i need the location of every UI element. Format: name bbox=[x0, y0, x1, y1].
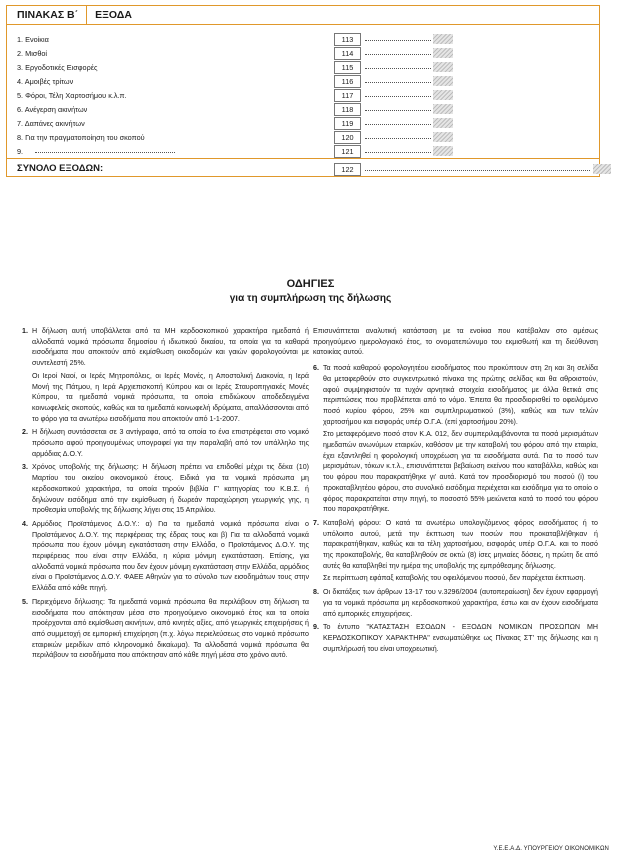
item-number: 7. bbox=[313, 518, 319, 527]
expenses-table bbox=[6, 5, 600, 177]
instruction-item bbox=[313, 587, 598, 619]
cents-field bbox=[433, 146, 453, 156]
amount-field[interactable] bbox=[365, 96, 431, 97]
item-number: 1. bbox=[22, 327, 28, 335]
item-paragraph: Χρόνος υποβολής της δήλωσης: Η δήλωση πρέπει να επιδοθεί μέχρι τις δέκα (10) Μαρτίου του οικείου οικονομικού έτους. Ειδικά για τα νομικά πρόσωπα μη κερδοσκοπικού χαρακτήρα, τα οποία τηρούν βιβλία Γ' κατηγορίας του Κ.Β.Σ. ή δηλώνουν εισόδημα από την εκμίσθωση ή δωρεάν παραχώρηση γεωργικής γης, η προθεσμία υποβολής της δήλωσης λήγει στις 15 Απριλίου. bbox=[32, 463, 309, 515]
amount-field[interactable] bbox=[365, 68, 431, 69]
table-row bbox=[17, 103, 597, 116]
row-label: 7. Δαπάνες ακινήτων bbox=[17, 119, 85, 128]
total-code: 122 bbox=[334, 163, 361, 176]
instruction-item bbox=[22, 326, 309, 424]
amount-field[interactable] bbox=[365, 110, 431, 111]
instructions-title: ΟΔΗΓΙΕΣ bbox=[286, 278, 335, 290]
item-paragraph: Οι διατάξεις των άρθρων 13-17 του ν.3296/2004 (αυτοπεραίωση) δεν έχουν εφαρμογή για τα νομικά πρόσωπα μη κερδοσκοπικού χαρακτήρα, έστω και αν έχουν εισοδήματα από εμπορικές επιχειρήσεις. bbox=[323, 588, 598, 618]
cents-field bbox=[433, 118, 453, 128]
instruction-item bbox=[22, 597, 309, 661]
total-amount-field[interactable] bbox=[365, 170, 590, 171]
table-row bbox=[17, 145, 597, 158]
table-row bbox=[17, 89, 597, 102]
item-paragraph: Οι Ιεροί Ναοί, οι Ιερές Μητροπόλεις, οι Ιερές Μονές, η Αποστολική Διακονία, η Ιερά Μονή της Πάτμου, η Ιερά Αρχιεπισκοπή Κύπρου και οι Ιερές Σταυροπηγιακές Μονές Κύπρου, τα ημεδαπά νομικά πρόσωπα, τα οποία επιδιώκουν αποδεδειγμένα κοινωφελείς σκοπούς, καθώς και τα ημεδαπά κοινωφελή ιδρύματα, απαλλάσσονται από το φόρο για τα ανωτέρω εισοδήματα που αποκτούν από 1-1-2007. bbox=[32, 371, 309, 423]
item-paragraph: Καταβολή φόρου: Ο κατά τα ανωτέρω υπολογιζόμενος φόρος εισοδήματος ή το υπόλοιπο αυτού, μετά την έκπτωση των ποσών που προκαταβλήθηκαν ή παρακρατήθηκαν, καθώς και τα τέλη χαρτοσήμου, εισφοράς υπέρ Ο.Γ.Α. και το ποσό της προκαταβολής, θα καταβληθούν σε οκτώ (8) ίσες μηνιαίες δόσεις, η πρώτη δε από αυτές θα καταβληθεί την ημέρα της υποβολής της εμπρόθεσμης δήλωσης. bbox=[323, 518, 598, 570]
item-paragraph: Το έντυπο "ΚΑΤΑΣΤΑΣΗ ΕΣΟΔΩΝ - ΕΞΟΔΩΝ ΝΟΜΙΚΩΝ ΠΡΟΣΩΠΩΝ ΜΗ ΚΕΡΔΟΣΚΟΠΙΚΟΥ ΧΑΡΑΚΤΗΡΑ" ενσωματώθηκε ως Πίνακας ΣΤ' της δήλωσης και η συμπλήρωσή του είναι υποχρεωτική. bbox=[323, 623, 598, 653]
item-number: 2. bbox=[22, 428, 28, 437]
row-code: 116 bbox=[334, 75, 361, 88]
cents-field bbox=[433, 62, 453, 72]
item-paragraph: Σε περίπτωση εφάπαξ καταβολής του οφειλόμενου ποσού, δεν παρέχεται έκπτωση. bbox=[323, 574, 586, 583]
row-code: 119 bbox=[334, 117, 361, 130]
table-row bbox=[17, 131, 597, 144]
item-paragraph: Τα ποσά καθαρού φορολογητέου εισοδήματος που προκύπτουν στη 2η και 3η σελίδα θα μεταφερθούν στο συγκεντρωτικό πίνακα της πρώτης σελίδας και θα αθροιστούν, αφού συμψηφιστούν τα τυχόν αρνητικά στοιχεία εισοδήματος με άλλα θετικά στις περιπτώσεις που προβλέπεται από το νόμο. Έπειτα θα προσδιορισθεί το οφειλόμενο ποσό κυρίου φόρου, 25% και συμπληρωματικού (3%), καθώς και των τελών χαρτοσήμου και εισφοράς υπέρ Ο.Γ.Α. (επί χαρτοσήμου 20%). bbox=[323, 364, 598, 426]
row-code: 118 bbox=[334, 103, 361, 116]
amount-field[interactable] bbox=[365, 138, 431, 139]
amount-field[interactable] bbox=[365, 40, 431, 41]
total-row bbox=[17, 163, 597, 176]
cents-field bbox=[433, 90, 453, 100]
row-code: 115 bbox=[334, 61, 361, 74]
row-code: 114 bbox=[334, 47, 361, 60]
row-label: 6. Ανέγερση ακινήτων bbox=[17, 105, 88, 114]
instructions-left-column bbox=[22, 326, 309, 661]
row-label: 5. Φόροι, Τέλη Χαρτοσήμου κ.λ.π. bbox=[17, 91, 127, 100]
item-paragraph: Η δήλωση αυτή υποβάλλεται από τα ΜΗ κερδοσκοπικού χαρακτήρα ημεδαπά ή αλλοδαπά νομικά πρόσωπα δημοσίου ή ιδιωτικού δικαίου, τα οποία για τα καθαρά εισοδήματα που αποκτούν από εκμίσθωση οικοδομών και γαιών φορολογούνται με συντελεστή 25%. bbox=[32, 327, 309, 368]
instruction-item bbox=[22, 519, 309, 594]
item-paragraph: Επισυνάπτεται αναλυτική κατάσταση με τα ενοίκια που κατέβαλαν στο αμέσως προηγούμενο ημερολογιακό έτος, το ονοματεπώνυμο του εκμισθωτή και τη διεύθυνση κατοικίας αυτού. bbox=[313, 327, 598, 357]
item-paragraph: Περιεχόμενο δήλωσης: Τα ημεδαπά νομικά πρόσωπα θα περιλάβουν στη δήλωση τα εισοδήματα που απόκτησαν μέσα στο προηγούμενο οικονομικό έτος και τα οποία προέρχονται από εκμίσθωση ακινήτων, από κινητές αξίες, από γεωργικές επιχειρήσεις ή από συμμετοχή σε εμπορική επιχείρηση (π.χ. λόγω περιελεύσεως στο νομικό πρόσωπο εταιρικών μεριδίων από κληρονομικό δικαίωμα). Τα αλλοδαπά νομικά πρόσωπα θα περιλάβουν τα εισοδήματα που απόκτησαν από κάθε πηγή μέσα στο χρόνο αυτό. bbox=[32, 597, 309, 660]
custom-expense-field[interactable] bbox=[35, 152, 175, 153]
item-number: 9. bbox=[313, 623, 319, 632]
row-label: 9. bbox=[17, 147, 24, 156]
cents-field bbox=[433, 104, 453, 114]
continued-paragraph bbox=[313, 326, 598, 358]
row-label: 4. Αμοιβές τρίτων bbox=[17, 77, 74, 86]
item-number: 8. bbox=[313, 588, 319, 597]
row-code: 113 bbox=[334, 33, 361, 46]
total-divider bbox=[7, 158, 599, 159]
item-number: 4. bbox=[22, 519, 28, 528]
table-row bbox=[17, 33, 597, 46]
instruction-item bbox=[22, 427, 309, 459]
total-cents-field bbox=[593, 164, 611, 174]
amount-field[interactable] bbox=[365, 124, 431, 125]
cents-field bbox=[433, 132, 453, 142]
total-label: ΣΥΝΟΛΟ ΕΞΟΔΩΝ: bbox=[17, 163, 104, 174]
instruction-item bbox=[313, 518, 598, 584]
item-number: 3. bbox=[22, 463, 28, 472]
cents-field bbox=[433, 48, 453, 58]
row-label: 3. Εργοδοτικές Εισφορές bbox=[17, 63, 98, 72]
publisher-footer: Υ.Ε.Ε.Α.Δ. ΥΠΟΥΡΓΕΙΟΥ ΟΙΚΟΝΟΜΙΚΩΝ bbox=[493, 846, 609, 852]
instruction-item bbox=[313, 622, 598, 654]
table-row bbox=[17, 47, 597, 60]
instruction-item bbox=[313, 363, 598, 515]
item-paragraph: Στο μεταφερόμενο ποσό στον Κ.Α. 012, δεν συμπεριλαμβάνονται τα ποσά μερισμάτων ημεδαπών ανωνύμων εταιριών, καθόσον με την καταβολή του φόρου από την εταιρία, έχει εξαντληθεί η φορολογική υποχρέωση για τα εισοδήματα αυτά. Για το ποσό των μερισμάτων, τόκων κ.τ.λ., επισυνάπτεται βεβαίωση εκείνου που καταβάλλει, καθώς και του φόρου που παρακρατήθηκε γι' αυτά. Κατά τον προσδιορισμό του ποσού (i) του προκαταβλητέου φόρου, στο συνολικό εισόδημα περιέχεται και εισόδημα για το οποίο ο φόρος παρακρατείται στην πηγή, το ποσοστό 55% μειώνεται κατά το ποσό του φόρου που παρακρατήθηκε. bbox=[323, 430, 598, 514]
cents-field bbox=[433, 76, 453, 86]
amount-field[interactable] bbox=[365, 152, 431, 153]
amount-field[interactable] bbox=[365, 82, 431, 83]
instructions-subtitle: για τη συμπλήρωση της δήλωσης bbox=[229, 293, 392, 304]
row-label: 8. Για την πραγματοποίηση του σκοπού bbox=[17, 133, 145, 142]
instructions-right-column bbox=[313, 326, 598, 654]
table-row bbox=[17, 61, 597, 74]
row-code: 117 bbox=[334, 89, 361, 102]
table-row bbox=[17, 75, 597, 88]
row-label: 1. Ενοίκια bbox=[17, 35, 49, 44]
instruction-item bbox=[22, 462, 309, 516]
cents-field bbox=[433, 34, 453, 44]
item-number: 6. bbox=[313, 364, 319, 373]
item-number: 5. bbox=[22, 597, 28, 606]
table-subtitle: ΕΞΟΔΑ bbox=[95, 9, 132, 21]
row-code: 121 bbox=[334, 145, 361, 158]
row-code: 120 bbox=[334, 131, 361, 144]
table-title: ΠΙΝΑΚΑΣ Β΄ bbox=[7, 6, 87, 24]
item-paragraph: Αρμόδιος Προϊστάμενος Δ.Ο.Υ.: α) Για τα ημεδαπά νομικά πρόσωπα είναι ο Προϊστάμενος Δ.Ο.Υ. της περιφέρειας της έδρας τους και β) Για τα αλλοδαπά νομικά πρόσωπα που έχουν μόνιμη εγκατάσταση στην Ελλάδα, ο Προϊστάμενος Δ.Ο.Υ. της περιφέρειας που είναι στην Ελλάδα, η κύρια μόνιμη εγκατάσταση. Επίσης, για αλλοδαπά νομικά πρόσωπα που δεν έχουν μόνιμη εγκατάσταση στην Ελλάδα, αρμόδιος είναι ο Προϊστάμενος Δ.Ο.Υ. ΦΑΕΕ Αθηνών για το σύνολο των εισοδημάτων τους στην Ελλάδα από κάθε πηγή. bbox=[32, 519, 309, 593]
table-header bbox=[7, 6, 599, 25]
row-label: 2. Μισθοί bbox=[17, 49, 48, 58]
table-row bbox=[17, 117, 597, 130]
item-paragraph: Η δήλωση συντάσσεται σε 3 αντίγραφα, από τα οποία το ένα επιστρέφεται στο νομικό πρόσωπο αφού προηγουμένως υπογραφεί για την παραλαβή από τον υπάλληλο της αρμόδιας Δ.Ο.Υ. bbox=[32, 428, 309, 458]
amount-field[interactable] bbox=[365, 54, 431, 55]
